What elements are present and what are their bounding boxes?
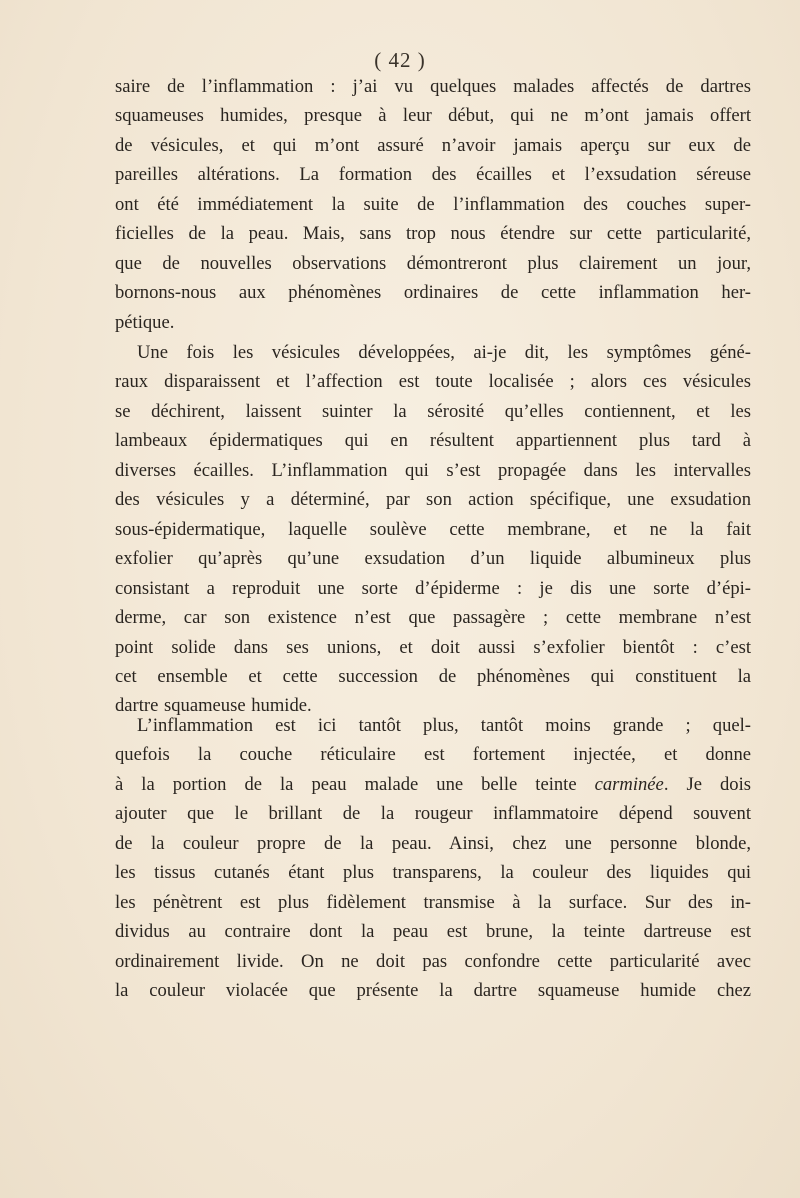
text-line: squameuses humides, presque à leur début, qui ne m’ont jamais offert	[115, 105, 751, 127]
text-line: les pénètrent est plus fidèlement transmise à la surface. Sur des in-	[115, 891, 751, 913]
text-line: se déchirent, laissent suinter la sérosité qu’elles contiennent, et les	[115, 400, 751, 422]
text-line: derme, car son existence n’est que passagère ; cette membrane n’est	[115, 607, 751, 629]
text-line: bornons-nous aux phénomènes ordinaires de cette inflammation her-	[115, 282, 751, 304]
text-line: de vésicules, et qui m’ont assuré n’avoir jamais aperçu sur eux de	[115, 134, 751, 156]
paragraph-3	[115, 711, 751, 1006]
text-line: ficielles de la peau. Mais, sans trop nous étendre sur cette particularité,	[115, 223, 751, 245]
text-line: dartre squameuse humide.	[115, 695, 312, 717]
text-line: pétique.	[115, 311, 175, 333]
text-line: quefois la couche réticulaire est fortement injectée, et donne	[115, 744, 751, 766]
text-line	[115, 770, 751, 799]
text-line: exfolier qu’après qu’une exsudation d’un liquide albumineux plus	[115, 548, 751, 570]
text-line: des vésicules y a déterminé, par son action spécifique, une exsudation	[115, 489, 751, 511]
text-line: cet ensemble et cette succession de phénomènes qui constituent la	[115, 665, 751, 687]
text-line: pareilles altérations. La formation des écailles et l’exsudation séreuse	[115, 164, 751, 186]
text-line: sous-épidermatique, laquelle soulève cette membrane, et ne la fait	[115, 518, 751, 540]
text-line: la couleur violacée que présente la dartre squameuse humide chez	[115, 980, 751, 1002]
italic-word: carminée	[594, 773, 664, 795]
text-line: diverses écailles. L’inflammation qui s’est propagée dans les intervalles	[115, 459, 751, 481]
page-number: ( 42 )	[374, 48, 426, 72]
text-line: les tissus cutanés étant plus transparens, la couleur des liquides qui	[115, 862, 751, 884]
text-line: saire de l’inflammation : j’ai vu quelques malades affectés de dartres	[115, 76, 751, 97]
text-line: de la couleur propre de la peau. Ainsi, chez une personne blonde,	[115, 832, 751, 854]
text-line: Une fois les vésicules développées, ai-je dit, les symptômes géné-	[137, 342, 751, 363]
text-line-segment: à la portion de la peau malade une belle teinte	[115, 773, 577, 795]
text-line-segment: . Je dois	[663, 773, 751, 795]
text-line: consistant a reproduit une sorte d’épiderme : je dis une sorte d’épi-	[115, 577, 751, 599]
text-line: lambeaux épidermatiques qui en résultent appartiennent plus tard à	[115, 430, 751, 452]
text-line: point solide dans ses unions, et doit aussi s’exfolier bientôt : c’est	[115, 636, 751, 658]
text-line: raux disparaissent et l’affection est toute localisée ; alors ces vésicules	[115, 371, 751, 393]
paragraph-1	[115, 72, 751, 337]
text-line: dividus au contraire dont la peau est brune, la teinte dartreuse est	[115, 921, 751, 943]
text-line: ont été immédiatement la suite de l’inflammation des couches super-	[115, 193, 751, 215]
paragraph-2	[115, 338, 751, 721]
text-line: ordinairement livide. On ne doit pas confondre cette particularité avec	[115, 950, 751, 972]
text-line: que de nouvelles observations démontreront plus clairement un jour,	[115, 252, 751, 274]
text-line: L’inflammation est ici tantôt plus, tantôt moins grande ; quel-	[137, 715, 751, 736]
text-line: ajouter que le brillant de la rougeur inflammatoire dépend souvent	[115, 803, 751, 825]
